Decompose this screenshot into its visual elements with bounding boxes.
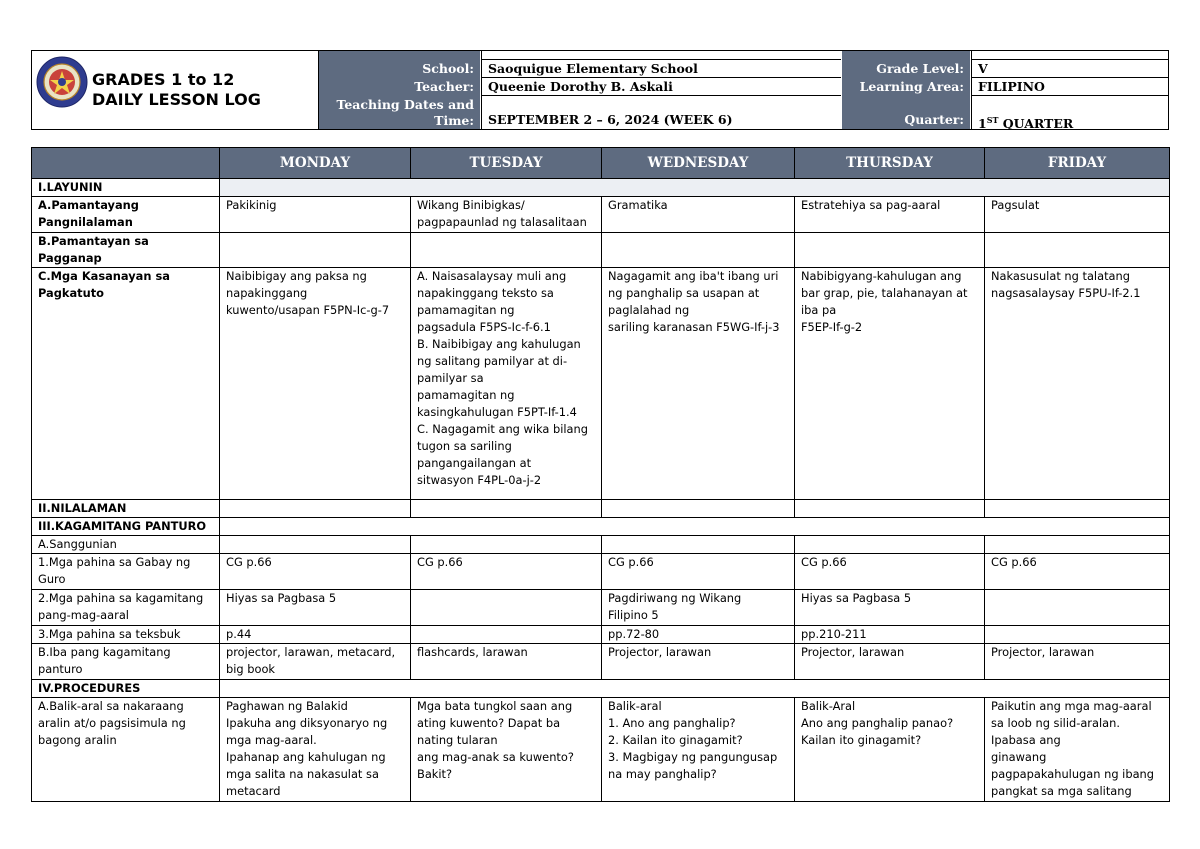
dates-label-line-2: Time: — [434, 113, 474, 128]
section-fill — [220, 518, 1170, 536]
cell-friday — [985, 626, 1170, 644]
header-thursday: THURSDAY — [795, 148, 985, 179]
cell-friday — [985, 500, 1170, 518]
section-label: II.NILALAMAN — [32, 500, 220, 518]
grade-label: Grade Level: — [842, 60, 970, 78]
cell-tuesday — [411, 626, 602, 644]
right-label-top — [842, 51, 970, 60]
cell-wednesday: pp.72-80 — [602, 626, 795, 644]
section-label: III.KAGAMITANG PANTURO — [32, 518, 220, 536]
cell-monday — [220, 536, 411, 554]
header-blank — [32, 148, 220, 179]
title-line-1: GRADES 1 to 12 — [92, 70, 235, 89]
row-pamantayan-pagganap — [32, 233, 1170, 268]
header-monday: MONDAY — [220, 148, 411, 179]
area-label: Learning Area: — [842, 78, 970, 96]
cell-thursday: Nabibigyang-kahulugan ang bar grap, pie, talahanayan at iba pa F5EP-If-g-2 — [795, 268, 985, 500]
row-iba-pang-kagamitan — [32, 644, 1170, 680]
cell-wednesday: CG p.66 — [602, 554, 795, 590]
row-label: A.Pamantayang Pangnilalaman — [32, 197, 220, 233]
cell-monday: Naibibigay ang paksa ng napakinggang kuwento/usapan F5PN-Ic-g-7 — [220, 268, 411, 500]
row-balik-aral — [32, 698, 1170, 802]
day-header-row — [32, 148, 1170, 179]
cell-thursday: Hiyas sa Pagbasa 5 — [795, 590, 985, 626]
section-label: IV.PROCEDURES — [32, 680, 220, 698]
cell-wednesday: Pagdiriwang ng Wikang Filipino 5 — [602, 590, 795, 626]
cell-monday: projector, larawan, metacard, big book — [220, 644, 411, 680]
cell-monday: Pakikinig — [220, 197, 411, 233]
cell-wednesday: Nagagamit ang iba't ibang uri ng panghalip sa usapan at paglalahad ng sariling karanasan F5WG-If-j-3 — [602, 268, 795, 500]
quarter-text: QUARTER — [998, 116, 1074, 132]
cell-tuesday — [411, 500, 602, 518]
area-value: FILIPINO — [971, 78, 1168, 96]
cell-thursday — [795, 536, 985, 554]
cell-friday: Paikutin ang mga mag-aaral sa loob ng silid-aralan. Ipabasa ang ginawang pagpapakahulugan ng ibang pangkat sa mga salitang — [985, 698, 1170, 802]
row-label: A.Balik-aral sa nakaraang aralin at/o pagsisimula ng bagong aralin — [32, 698, 220, 802]
cell-wednesday: Projector, larawan — [602, 644, 795, 680]
header-box — [31, 50, 1169, 130]
row-label: 1.Mga pahina sa Gabay ng Guro — [32, 554, 220, 590]
school-value: Saoquigue Elementary School — [481, 60, 841, 78]
cell-thursday: Balik-Aral Ano ang panghalip panao? Kailan ito ginagamit? — [795, 698, 985, 802]
cell-monday: Paghawan ng Balakid Ipakuha ang diksyonaryo ng mga mag-aaral. Ipahanap ang kahulugan ng mga salita na nakasulat sa metacard — [220, 698, 411, 802]
cell-wednesday — [602, 500, 795, 518]
cell-tuesday: A. Naisasalaysay muli ang napakinggang teksto sa pamamagitan ng pagsadula F5PS-Ic-f-6.1 B. Naibibigay ang kahulugan ng salitang pamilyar at di- pamilyar sa pamamagitan ng kasingkahulugan F5PT-If-1.4 C. Nagagamit ang wika bilang tugon sa sariling pangangailangan at sitwasyon F4PL-0a-j-2 — [411, 268, 602, 500]
label-column-top — [319, 51, 480, 60]
row-label: 3.Mga pahina sa teksbuk — [32, 626, 220, 644]
dates-label-line-1: Teaching Dates and — [336, 97, 474, 112]
cell-thursday: Projector, larawan — [795, 644, 985, 680]
section-fill — [220, 179, 1170, 197]
row-kasanayan — [32, 268, 1170, 500]
cell-friday — [985, 590, 1170, 626]
logo-cell — [32, 51, 319, 129]
row-layunin — [32, 179, 1170, 197]
row-label: 2.Mga pahina sa kagamitang pang-mag-aaral — [32, 590, 220, 626]
right-value-top — [971, 51, 1168, 60]
quarter-number: 1 — [978, 116, 987, 132]
cell-wednesday — [602, 233, 795, 268]
row-procedures — [32, 680, 1170, 698]
cell-friday: Nakasusulat ng talatang nagsasalaysay F5PU-If-2.1 — [985, 268, 1170, 500]
cell-wednesday: Balik-aral 1. Ano ang panghalip? 2. Kailan ito ginagamit? 3. Magbigay ng pangungusap na may panghalip? — [602, 698, 795, 802]
header-friday: FRIDAY — [985, 148, 1170, 179]
row-label: C.Mga Kasanayan sa Pagkatuto — [32, 268, 220, 500]
cell-tuesday: Mga bata tungkol saan ang ating kuwento? Dapat ba nating tularan ang mag-anak sa kuwento? Bakit? — [411, 698, 602, 802]
row-sanggunian — [32, 536, 1170, 554]
cell-thursday: Estratehiya sa pag-aaral — [795, 197, 985, 233]
cell-tuesday — [411, 233, 602, 268]
cell-friday: Pagsulat — [985, 197, 1170, 233]
cell-tuesday — [411, 536, 602, 554]
cell-friday: CG p.66 — [985, 554, 1170, 590]
section-fill — [220, 680, 1170, 698]
cell-monday: CG p.66 — [220, 554, 411, 590]
row-kagamitang-mag-aaral — [32, 590, 1170, 626]
cell-wednesday: Gramatika — [602, 197, 795, 233]
header-title — [92, 70, 261, 110]
cell-thursday — [795, 500, 985, 518]
cell-tuesday: flashcards, larawan — [411, 644, 602, 680]
row-gabay-ng-guro — [32, 554, 1170, 590]
cell-tuesday — [411, 590, 602, 626]
cell-tuesday: Wikang Binibigkas/ pagpapaunlad ng talasalitaan — [411, 197, 602, 233]
cell-friday — [985, 536, 1170, 554]
cell-thursday — [795, 233, 985, 268]
cell-thursday: CG p.66 — [795, 554, 985, 590]
header-tuesday: TUESDAY — [411, 148, 602, 179]
cell-wednesday — [602, 536, 795, 554]
quarter-label: Quarter: — [842, 96, 970, 129]
cell-monday — [220, 233, 411, 268]
row-teksbuk — [32, 626, 1170, 644]
teacher-value: Queenie Dorothy B. Askali — [481, 78, 841, 96]
title-line-2: DAILY LESSON LOG — [92, 90, 261, 109]
deped-seal-icon — [36, 56, 88, 108]
quarter-value — [971, 96, 1168, 132]
section-label: I.LAYUNIN — [32, 179, 220, 197]
dates-value: SEPTEMBER 2 – 6, 2024 (WEEK 6) — [481, 96, 841, 129]
row-kagamitang-panturo — [32, 518, 1170, 536]
value-column-top — [481, 51, 841, 60]
school-label: School: — [319, 60, 480, 78]
grade-value: V — [971, 60, 1168, 78]
cell-monday: p.44 — [220, 626, 411, 644]
cell-monday: Hiyas sa Pagbasa 5 — [220, 590, 411, 626]
cell-friday — [985, 233, 1170, 268]
row-nilalaman — [32, 500, 1170, 518]
cell-friday: Projector, larawan — [985, 644, 1170, 680]
teacher-label: Teacher: — [319, 78, 480, 96]
row-label: A.Sanggunian — [32, 536, 220, 554]
quarter-superscript: ST — [986, 115, 999, 125]
dates-label — [319, 96, 480, 129]
row-pamantayang-pangnilalaman — [32, 197, 1170, 233]
lesson-log-table — [31, 147, 1170, 802]
cell-monday — [220, 500, 411, 518]
header-wednesday: WEDNESDAY — [602, 148, 795, 179]
cell-tuesday: CG p.66 — [411, 554, 602, 590]
row-label: B.Iba pang kagamitang panturo — [32, 644, 220, 680]
cell-thursday: pp.210-211 — [795, 626, 985, 644]
row-label: B.Pamantayan sa Pagganap — [32, 233, 220, 268]
